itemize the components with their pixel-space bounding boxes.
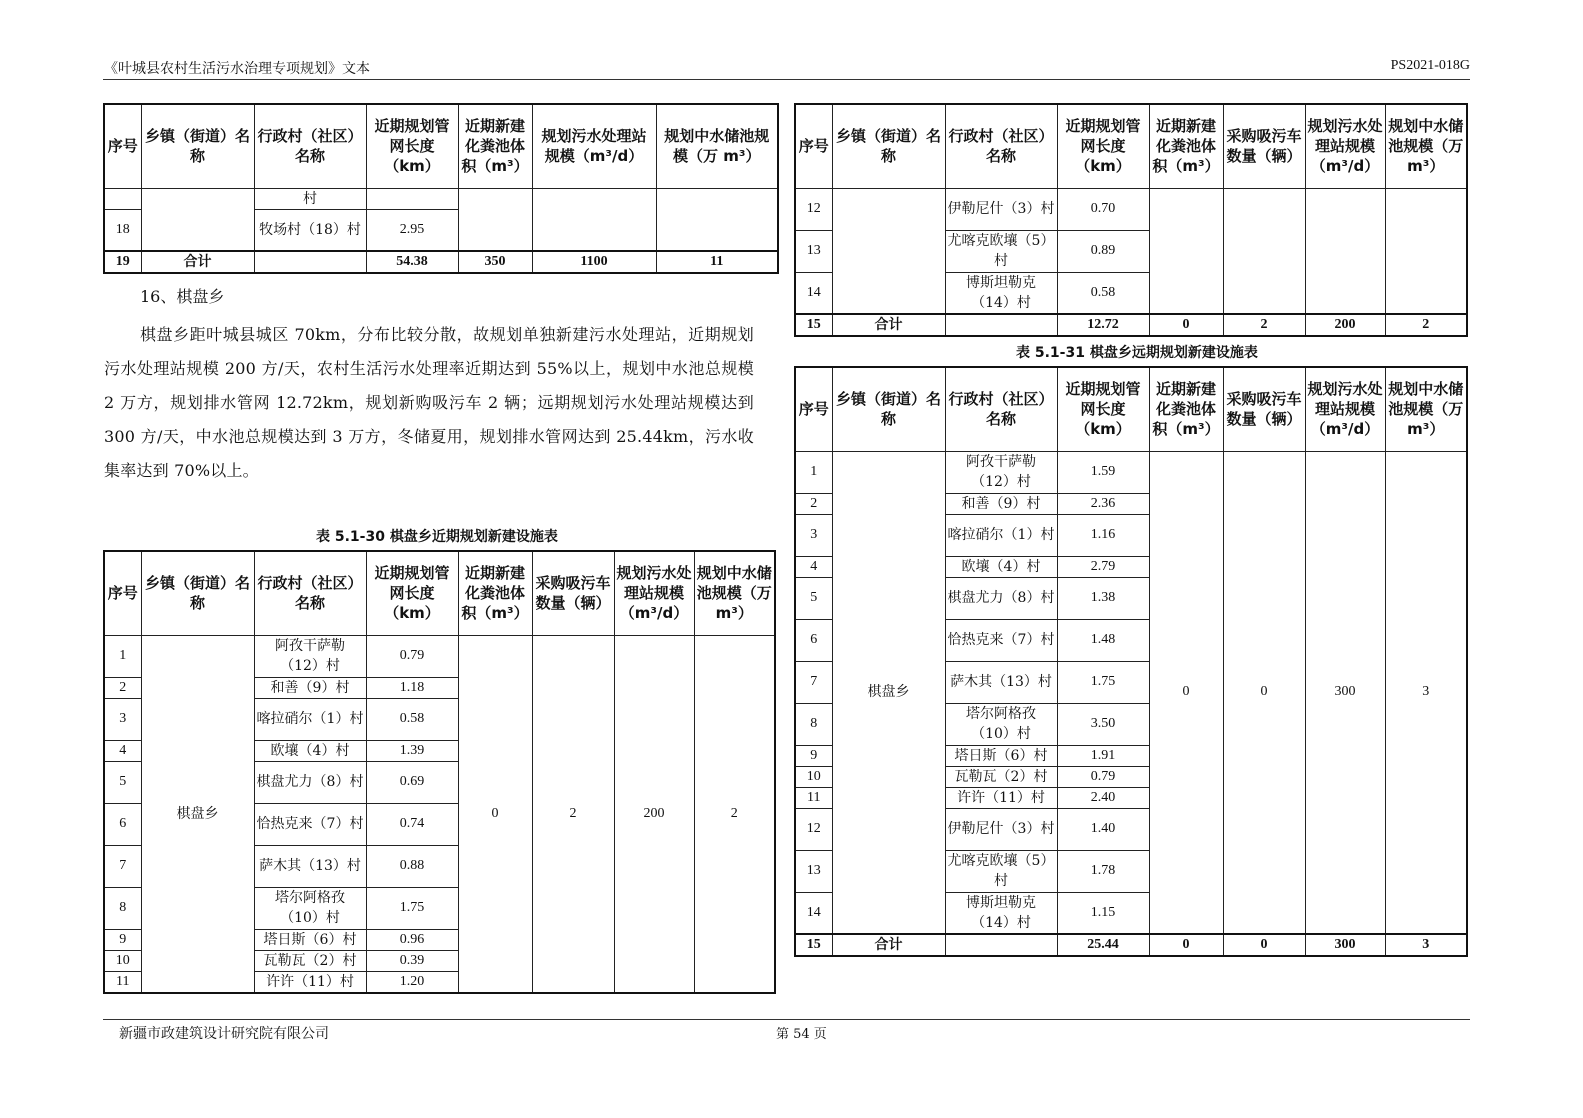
village-cell: 萨木其（13）村: [254, 845, 366, 887]
pipe-length-cell: 0.74: [366, 803, 458, 845]
row-number: 5: [795, 577, 832, 619]
pipe-length-cell: 2.40: [1057, 787, 1149, 808]
village-cell: 瓦勒瓦（2）村: [254, 950, 366, 971]
table-cell: [1305, 188, 1385, 314]
total-pipe-length: 12.72: [1057, 314, 1149, 336]
col-pool-scale: 规划中水储池规模（万 m³）: [1385, 367, 1467, 451]
col-trucks: 采购吸污车数量（辆）: [1223, 104, 1305, 188]
col-town: 乡镇（街道）名称: [141, 104, 254, 188]
total-station-scale: 300: [1305, 934, 1385, 956]
village-cell: 欧壤（4）村: [945, 556, 1057, 577]
village-cell: 塔日斯（6）村: [254, 929, 366, 950]
village-cell: 恰热克来（7）村: [254, 803, 366, 845]
total-label: 合计: [832, 934, 945, 956]
village-cell: 恰热克来（7）村: [945, 619, 1057, 661]
col-village: 行政村（社区）名称: [945, 104, 1057, 188]
total-pool-scale: 2: [1385, 314, 1467, 336]
page-number: 第 54 页: [776, 1027, 827, 1042]
col-pipe-length: 近期规划管网长度（km）: [1057, 367, 1149, 451]
village-cell: 阿孜干萨勒（12）村: [945, 451, 1057, 493]
document-code: PS2021-018G: [1390, 58, 1470, 73]
pipe-length-cell: 1.48: [1057, 619, 1149, 661]
village-cell: 和善（9）村: [945, 493, 1057, 514]
village-cell: 瓦勒瓦（2）村: [945, 766, 1057, 787]
col-station-scale: 规划污水处理站规模（m³/d）: [1305, 104, 1385, 188]
village-cell: 塔尔阿格孜（10）村: [945, 703, 1057, 745]
town-cell: 棋盘乡: [141, 635, 254, 993]
village-cell: 尤喀克欧壤（5）村: [945, 230, 1057, 272]
row-number: 1: [104, 635, 141, 677]
col-pool-scale: 规划中水储池规模（万 m³）: [1385, 104, 1467, 188]
pipe-length-cell: 3.50: [1057, 703, 1149, 745]
row-number: 5: [104, 761, 141, 803]
row-number: 7: [104, 845, 141, 887]
col-pipe-length: 近期规划管网长度（km）: [366, 104, 458, 188]
col-no: 序号: [104, 551, 141, 635]
pool-scale-cell: 2: [694, 635, 775, 993]
row-number: 19: [104, 251, 141, 273]
col-station-scale: 规划污水处理站规模（m³/d）: [614, 551, 694, 635]
pipe-length-cell: 1.75: [366, 887, 458, 929]
total-pool-scale: 11: [656, 251, 778, 273]
row-number: 2: [104, 677, 141, 698]
table-cell: [1149, 188, 1223, 314]
table-cell: [945, 934, 1057, 956]
row-number: 15: [795, 934, 832, 956]
village-cell: 伊勒尼什（3）村: [945, 808, 1057, 850]
row-number: 8: [104, 887, 141, 929]
station-scale-cell: 300: [1305, 451, 1385, 934]
col-town: 乡镇（街道）名称: [832, 104, 945, 188]
col-septic-volume: 近期新建化粪池体积（m³）: [1149, 104, 1223, 188]
village-cell: 许许（11）村: [254, 971, 366, 993]
pipe-length-cell: 1.91: [1057, 745, 1149, 766]
village-cell: 许许（11）村: [945, 787, 1057, 808]
col-town: 乡镇（街道）名称: [141, 551, 254, 635]
village-cell: 伊勒尼什（3）村: [945, 188, 1057, 230]
village-cell: 喀拉硝尔（1）村: [945, 514, 1057, 556]
village-cell: 博斯坦勒克（14）村: [945, 272, 1057, 314]
pipe-length-cell: 1.39: [366, 740, 458, 761]
table-cell: [832, 188, 945, 314]
town-cell: 棋盘乡: [832, 451, 945, 934]
village-cell: 喀拉硝尔（1）村: [254, 698, 366, 740]
total-pipe-length: 54.38: [366, 251, 458, 273]
header-rule: [103, 79, 1470, 80]
pipe-length-cell: 1.59: [1057, 451, 1149, 493]
col-no: 序号: [795, 104, 832, 188]
table-top-left-continued: [103, 103, 779, 274]
table-cell: [141, 188, 254, 251]
col-village: 行政村（社区）名称: [254, 551, 366, 635]
total-septic-volume: 350: [458, 251, 532, 273]
col-town: 乡镇（街道）名称: [832, 367, 945, 451]
row-number: 13: [795, 230, 832, 272]
col-village: 行政村（社区）名称: [945, 367, 1057, 451]
row-number: 12: [795, 188, 832, 230]
station-scale-cell: 200: [614, 635, 694, 993]
row-number: 6: [104, 803, 141, 845]
table-caption-531: 表 5.1-31 棋盘乡远期规划新建设施表: [1016, 345, 1258, 361]
table-531: [794, 366, 1468, 957]
pipe-length-cell: 0.79: [1057, 766, 1149, 787]
pipe-length-cell: 1.16: [1057, 514, 1149, 556]
total-septic-volume: 0: [1149, 314, 1223, 336]
village-cell: 欧壤（4）村: [254, 740, 366, 761]
village-cell: 棋盘尤力（8）村: [254, 761, 366, 803]
pipe-length-cell: 1.38: [1057, 577, 1149, 619]
pipe-length-cell: 1.15: [1057, 892, 1149, 934]
row-number: 6: [795, 619, 832, 661]
table-cell: [1223, 188, 1305, 314]
pipe-length-cell: 2.36: [1057, 493, 1149, 514]
col-no: 序号: [104, 104, 141, 188]
row-number: 4: [104, 740, 141, 761]
row-number: 9: [795, 745, 832, 766]
table-cell: [366, 188, 458, 209]
pipe-length-cell: 1.20: [366, 971, 458, 993]
septic-volume-cell: 0: [458, 635, 532, 993]
table-cell: [656, 188, 778, 251]
row-number: 13: [795, 850, 832, 892]
col-no: 序号: [795, 367, 832, 451]
col-station-scale: 规划污水处理站规模（m³/d）: [532, 104, 656, 188]
village-cell: 阿孜干萨勒（12）村: [254, 635, 366, 677]
pipe-length-cell: 2.79: [1057, 556, 1149, 577]
document-title: 《叶城县农村生活污水治理专项规划》文本: [104, 61, 370, 77]
table-530: [103, 550, 776, 994]
septic-volume-cell: 0: [1149, 451, 1223, 934]
village-cell: 牧场村（18）村: [254, 209, 366, 251]
row-number: 10: [795, 766, 832, 787]
total-trucks: 2: [1223, 314, 1305, 336]
village-cell: 和善（9）村: [254, 677, 366, 698]
col-station-scale: 规划污水处理站规模（m³/d）: [1305, 367, 1385, 451]
pipe-length-cell: 0.70: [1057, 188, 1149, 230]
pipe-length-cell: 0.96: [366, 929, 458, 950]
pipe-length-cell: 0.58: [366, 698, 458, 740]
col-pipe-length: 近期规划管网长度（km）: [366, 551, 458, 635]
total-pipe-length: 25.44: [1057, 934, 1149, 956]
table-cell: [458, 188, 532, 251]
section-heading: 16、棋盘乡: [140, 287, 225, 306]
col-pipe-length: 近期规划管网长度（km）: [1057, 104, 1149, 188]
row-number: 14: [795, 272, 832, 314]
pipe-length-cell: 0.88: [366, 845, 458, 887]
total-label: 合计: [141, 251, 254, 273]
table-cell: [945, 314, 1057, 336]
row-number: 11: [104, 971, 141, 993]
col-pool-scale: 规划中水储池规模（万 m³）: [656, 104, 778, 188]
pipe-length-cell: 0.69: [366, 761, 458, 803]
pipe-length-cell: 0.79: [366, 635, 458, 677]
total-septic-volume: 0: [1149, 934, 1223, 956]
section-paragraph: 棋盘乡距叶城县城区 70km，分布比较分散，故规划单独新建污水处理站，近期规划污水处理站规模 200 方/天，农村生活污水处理率近期达到 55%以上，规划中水池总规模 2 万方，规划排水管网 12.72km，规划新购吸污车 2 辆；远期规划污水处理站规模达到 300 方/天，中水池总规模达到 3 万方，冬储夏用，规划排水管网达到 25.44km，污水收集率达到 70%以上。: [104, 325, 754, 480]
village-cell: 塔尔阿格孜（10）村: [254, 887, 366, 929]
row-number: 7: [795, 661, 832, 703]
row-number: 15: [795, 314, 832, 336]
village-cell: 塔日斯（6）村: [945, 745, 1057, 766]
row-number: 3: [104, 698, 141, 740]
pipe-length-cell: 0.39: [366, 950, 458, 971]
village-cell: 萨木其（13）村: [945, 661, 1057, 703]
pipe-length-cell: 1.18: [366, 677, 458, 698]
pipe-length-cell: 0.58: [1057, 272, 1149, 314]
table-caption-530: 表 5.1-30 棋盘乡近期规划新建设施表: [316, 529, 558, 545]
row-number: 9: [104, 929, 141, 950]
pipe-length-cell: 1.78: [1057, 850, 1149, 892]
trucks-cell: 0: [1223, 451, 1305, 934]
total-station-scale: 200: [1305, 314, 1385, 336]
row-number: 10: [104, 950, 141, 971]
publisher-name: 新疆市政建筑设计研究院有限公司: [119, 1026, 329, 1042]
village-cell: 棋盘尤力（8）村: [945, 577, 1057, 619]
pipe-length-cell: 1.40: [1057, 808, 1149, 850]
total-pool-scale: 3: [1385, 934, 1467, 956]
table-top-right-continued: [794, 103, 1468, 337]
row-number: 8: [795, 703, 832, 745]
trucks-cell: 2: [532, 635, 614, 993]
table-cell: [532, 188, 656, 251]
row-number: 4: [795, 556, 832, 577]
village-cell: 村: [254, 188, 366, 209]
pipe-length-cell: 2.95: [366, 209, 458, 251]
row-number: 12: [795, 808, 832, 850]
table-cell: [254, 251, 366, 273]
village-cell: 博斯坦勒克（14）村: [945, 892, 1057, 934]
col-septic-volume: 近期新建化粪池体积（m³）: [458, 104, 532, 188]
row-number: 3: [795, 514, 832, 556]
row-number: 18: [104, 209, 141, 251]
table-cell: [1385, 188, 1467, 314]
row-number: 11: [795, 787, 832, 808]
pool-scale-cell: 3: [1385, 451, 1467, 934]
row-number: 2: [795, 493, 832, 514]
total-trucks: 0: [1223, 934, 1305, 956]
row-number: 14: [795, 892, 832, 934]
col-septic-volume: 近期新建化粪池体积（m³）: [1149, 367, 1223, 451]
pipe-length-cell: 1.75: [1057, 661, 1149, 703]
row-number: 1: [795, 451, 832, 493]
footer-rule: [103, 1019, 1470, 1020]
col-village: 行政村（社区）名称: [254, 104, 366, 188]
table-cell: [104, 188, 141, 209]
village-cell: 尤喀克欧壤（5）村: [945, 850, 1057, 892]
col-septic-volume: 近期新建化粪池体积（m³）: [458, 551, 532, 635]
col-pool-scale: 规划中水储池规模（万 m³）: [694, 551, 775, 635]
col-trucks: 采购吸污车数量（辆）: [1223, 367, 1305, 451]
pipe-length-cell: 0.89: [1057, 230, 1149, 272]
total-station-scale: 1100: [532, 251, 656, 273]
total-label: 合计: [832, 314, 945, 336]
col-trucks: 采购吸污车数量（辆）: [532, 551, 614, 635]
